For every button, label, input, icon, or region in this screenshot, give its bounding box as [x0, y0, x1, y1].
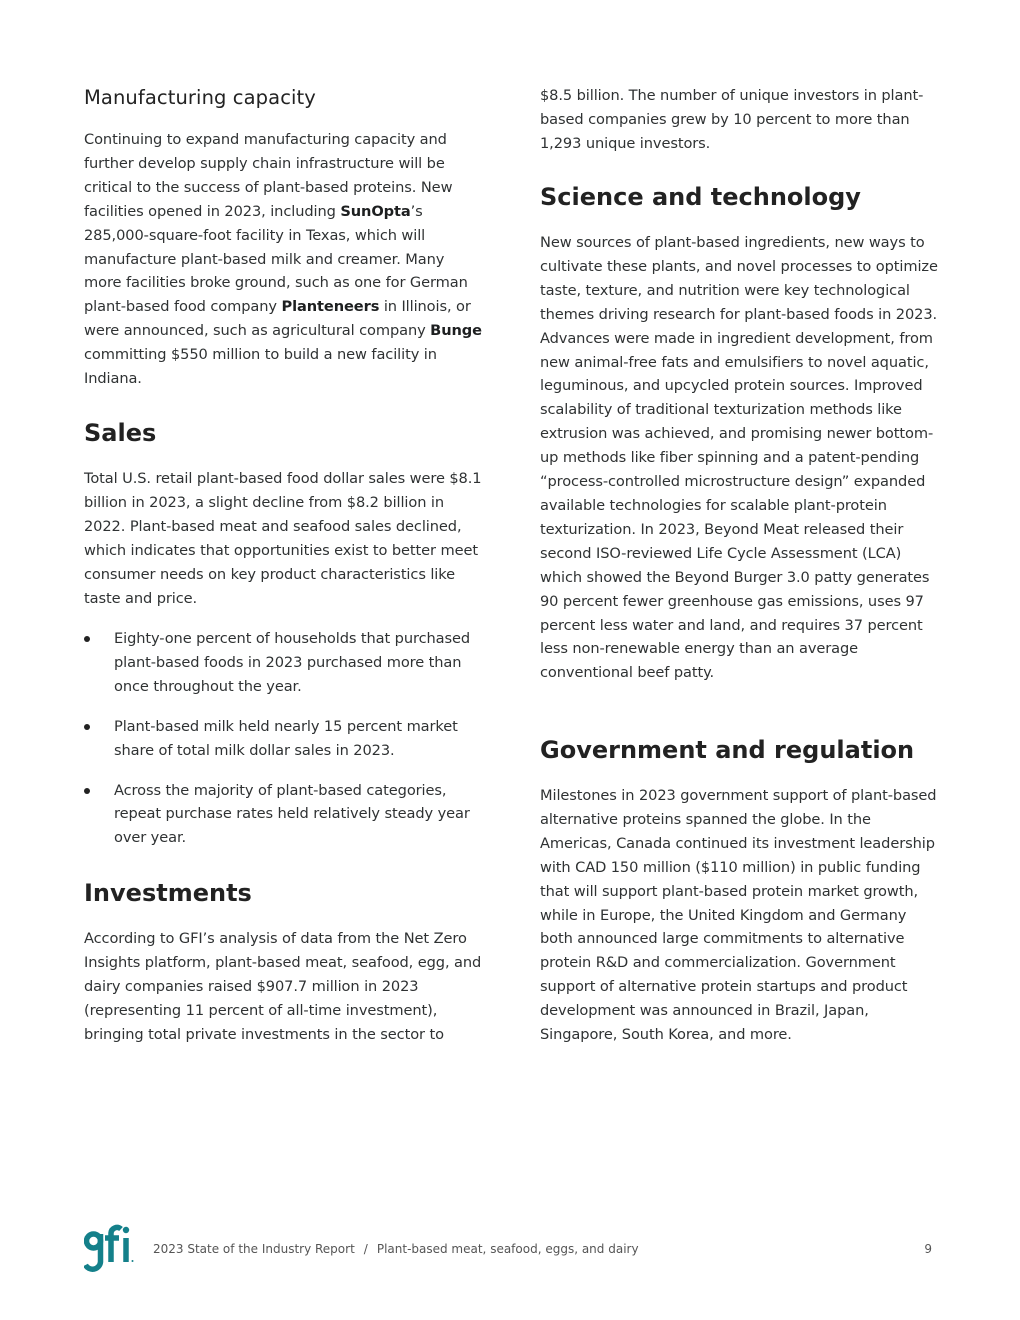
text: Continuing to expand manufacturing capacity and further develop supply chain infrastructure will be critical to the success of plant-based proteins. New facilities opened in 2023, including: [84, 131, 453, 220]
report-title: 2023 State of the Industry Report: [153, 1242, 355, 1256]
sales-paragraph: Total U.S. retail plant-based food dollar sales were $8.1 billion in 2023, a slight decline from $8.2 billion in 2022. Plant-based meat and seafood sales declined, which indicates that opportunities exist to better meet consumer needs on key product characteristics like taste and price.: [84, 470, 482, 607]
bullet-text: Plant-based milk held nearly 15 percent market share of total milk dollar sales in 2023.: [114, 717, 458, 759]
heading-government-regulation: Government and regulation: [540, 736, 915, 764]
gfi-logo: [84, 1222, 136, 1276]
list-item: [84, 779, 484, 851]
investments-continued-paragraph: $8.5 billion. The number of unique investors in plant-based companies grew by 10 percent to more than 1,293 unique investors.: [540, 87, 924, 152]
bullet-text: Across the majority of plant-based categories, repeat purchase rates held relatively steady year over year.: [114, 781, 470, 847]
heading-sales: Sales: [84, 419, 157, 447]
section-title: Plant-based meat, seafood, eggs, and dairy: [376, 1242, 639, 1256]
bullet-icon: [84, 636, 90, 642]
heading-manufacturing-capacity: Manufacturing capacity: [84, 86, 316, 109]
bullet-icon: [84, 724, 90, 730]
bullet-text: Eighty-one percent of households that purchased plant-based foods in 2023 purchased more than once throughout the year.: [114, 630, 471, 695]
science-paragraph: New sources of plant-based ingredients, new ways to cultivate these plants, and novel processes to optimize taste, texture, and nutrition were key technological themes driving research for plant-based foods in 2023. Advances were made in ingredient development, from new animal-free fats and emulsifiers to novel aquatic, leguminous, and upcycled protein sources. Improved scalability of traditional texturization methods like extrusion was achieved, and promising newer bottom-up methods like fiber spinning and a patent-pending “process-controlled microstructure design” expanded available technologies for scalable plant-protein texturization. In 2023, Beyond Meat released their second ISO-reviewed Life Cycle Assessment (LCA) which showed the Beyond Burger 3.0 patty generates 90 percent fewer greenhouse gas emissions, uses 97 percent less water and land, and requires 37 percent less non-renewable energy than an average conventional beef patty.: [540, 234, 938, 682]
bullet-icon: [84, 788, 90, 794]
heading-science-technology: Science and technology: [540, 183, 861, 211]
investments-paragraph: According to GFI’s analysis of data from the Net Zero Insights platform, plant-based meat, seafood, egg, and dairy companies raised $907.7 million in 2023 (representing 11 percent of all-time investment), bringing total private investments in the sector to: [84, 930, 482, 1043]
text: committing $550 million to build a new facility in Indiana.: [84, 346, 437, 388]
text: in Illinois, or were announced, such as agricultural company: [84, 298, 471, 340]
page-number: 9: [924, 1242, 932, 1256]
list-item: [84, 715, 484, 763]
manufacturing-paragraph: [84, 128, 484, 391]
list-item: [84, 627, 484, 699]
heading-investments: Investments: [84, 879, 252, 907]
government-paragraph: Milestones in 2023 government support of plant-based alternative proteins spanned the globe. In the Americas, Canada continued its investment leadership with CAD 150 million ($110 million) in public funding that will support plant-based protein market growth, while in Europe, the United Kingdom and Germany both announced large commitments to alternative protein R&D and commercialization. Government support of alternative protein startups and product development was announced in Brazil, Japan, Singapore, South Korea, and more.: [540, 787, 937, 1044]
breadcrumb-separator: /: [363, 1242, 368, 1256]
sales-bullet-list: [84, 627, 484, 866]
breadcrumb: [153, 1242, 639, 1256]
company-planteneers: Planteneers: [281, 298, 380, 316]
page-footer: [84, 1222, 934, 1276]
company-sunopta: SunOpta: [340, 202, 411, 220]
text: ’s 285,000-square-foot facility in Texas, which will manufacture plant-based milk and creamer. Many more facilities broke ground, such as one for German plant-based food company: [84, 202, 468, 316]
company-bunge: Bunge: [430, 322, 482, 340]
